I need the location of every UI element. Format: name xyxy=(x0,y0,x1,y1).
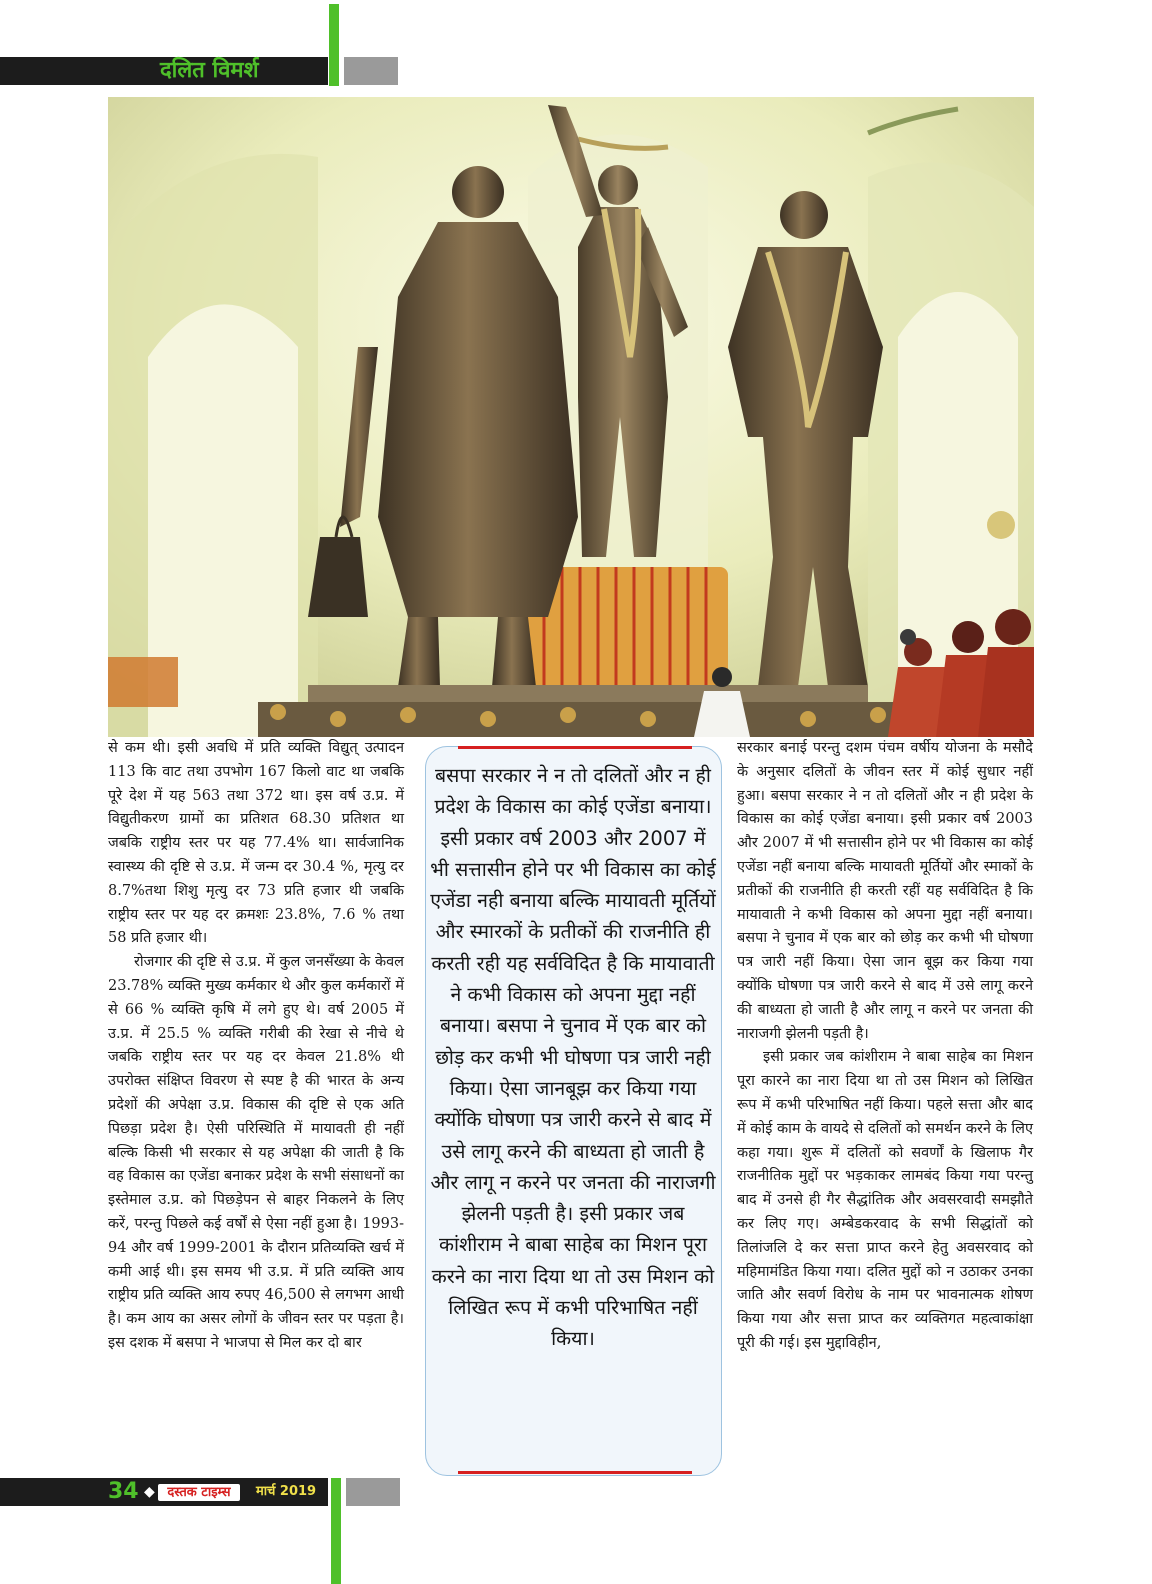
left-column xyxy=(108,737,404,1356)
pull-quote-rule-bottom xyxy=(458,1471,692,1474)
pull-quote-rule-top xyxy=(458,746,692,749)
footer-accent-grey xyxy=(346,1478,400,1506)
statues-photo xyxy=(108,97,1034,737)
header-accent-green xyxy=(329,4,339,86)
issue-date: मार्च 2019 xyxy=(256,1484,317,1499)
right-paragraph-2: इसी प्रकार जब कांशीराम ने बाबा साहेब का मिशन पूरा कारने का नारा दिया था तो उस मिशन को लिखित रूप में कभी परिभाषित नहीं किया। पहले सत्ता और बाद में कोई काम के वायदे से दलितों को समर्थन करने के लिए कहा गया। शुरू में दलितों को सवर्णों के खिलाफ गैर राजनीतिक मुद्दों पर भड़काकर लामबंद किया गया परन्तु बाद में उनसे ही गैर सैद्धांतिक और अवसरवादी समझौते कर लिए गए। अम्बेडकरवाद के सभी सिद्धांतों को तिलांजलि दे कर सत्ता प्राप्त करने हेतु अवसरवाद को महिमामंडित किया गया। दलित मुद्दों को न उठाकर उनका जाति और सवर्ण विरोध के नाम पर भावनात्मक शोषण किया गया और सत्ता प्राप्त कर व्यक्तिगत महत्वाकांक्षा पूरी की गई। इस मुद्दाविहीन, xyxy=(737,1049,1033,1351)
footer-separator: ◆ xyxy=(144,1484,155,1500)
left-paragraph-2: रोजगार की दृष्टि से उ.प्र. में कुल जनसँख्या के केवल 23.78% व्यक्ति मुख्य कर्मकार थे और कुल कर्मकारों में से 66 % व्यक्ति कृषि में लगे हुए थे। वर्ष 2005 में उ.प्र. में 25.5 % व्यक्ति गरीबी की रेखा से नीचे थे जबकि राष्ट्रीय स्तर पर यह दर केवल 21.8% थी उपरोक्त संक्षिप्त विवरण से स्पष्ट है की भारत के अन्य प्रदेशों की अपेक्षा उ.प्र. विकास की दृष्टि से एक अति पिछड़ा प्रदेश है। ऐसी परिस्थिति में मायावती ही नहीं बल्कि किसी भी सरकार से यह अपेक्षा की जाती है कि वह विकास का एजेंडा बनाकर प्रदेश के सभी संसाधनों का इस्तेमाल उ.प्र. को पिछड़ेपन से बाहर निकलने के लिए करें, परन्तु पिछले कई वर्षों से ऐसा नहीं हुआ है। 1993-94 और वर्ष 1999-2001 के दौरान प्रतिव्यक्ति खर्च में कमी आई थी। इस समय भी उ.प्र. में प्रति व्यक्ति आय राष्ट्रीय प्रति व्यक्ति आय रुपए 46,500 से लगभग आधी है। कम आय का असर लोगों के जीवन स्तर पर पड़ता है। इस दशक में बसपा ने भाजपा से मिल कर दो बार xyxy=(108,954,404,1351)
pull-quote-text: बसपा सरकार ने न तो दलितों और न ही प्रदेश के विकास का कोई एजेंडा बनाया। इसी प्रकार वर्ष 2003 और 2007 में भी सत्तासीन होने पर भी विकास का कोई एजेंडा नही बनाया बल्कि मायावती मूर्तियों और स्मारकों के प्रतीकों की राजनीति ही करती रही यह सर्वविदित है कि मायावाती ने कभी विकास को अपना मुद्दा नहीं बनाया। बसपा ने चुनाव में एक बार को छोड़ कर कभी भी घोषणा पत्र जारी नही किया। ऐसा जानबूझ कर किया गया क्योंकि घोषणा पत्र जारी करने से बाद में उसे लागू करने की बाध्यता हो जाती है और लागू न करने पर जनता की नाराजगी झेलनी पड़ती है। इसी प्रकार जब कांशीराम ने बाबा साहेब का मिशन पूरा करने का नारा दिया था तो उस मिशन को लिखित रूप में कभी परिभाषित नहीं किया। xyxy=(430,764,716,1351)
magazine-logo: दस्तक टाइम्स xyxy=(158,1484,240,1501)
header-accent-grey xyxy=(344,57,398,85)
section-label: दलित विमर्श xyxy=(160,58,259,83)
page-number: 34 xyxy=(108,1479,139,1504)
right-column xyxy=(737,737,1033,1356)
footer-accent-green xyxy=(331,1478,341,1584)
right-paragraph-1: सरकार बनाई परन्तु दशम पंचम वर्षीय योजना के मसौदे के अनुसार दलितों के जीवन स्तर में कोई सुधार नहीं हुआ। बसपा सरकार ने न तो दलितों और न ही प्रदेश के विकास का कोई एजेंडा बनाया। इसी प्रकार वर्ष 2003 और 2007 में भी सत्तासीन होने पर भी विकास का कोई एजेंडा नहीं बनाया बल्कि मायावती मूर्तियों और स्माकों के प्रतीकों की राजनीति ही करती रहीं यह सर्वविदित है कि मायावाती ने कभी विकास को अपना मुद्दा नहीं बनाया। बसपा ने चुनाव में एक बार को छोड़ कर कभी भी घोषणा पत्र जारी नहीं किया। ऐसा जान बूझ कर किया गया क्योंकि घोषणा पत्र जारी करने से बाद में उसे लागू करने की बाध्यता हो जाती है और लागू न करने पर जनता की नाराजगी झेलनी पड़ती है। xyxy=(737,740,1033,1042)
left-paragraph-1: से कम थी। इसी अवधि में प्रति व्यक्ति विद्युत् उत्पादन 113 कि वाट तथा उपभोग 167 किलो वाट था जबकि पूरे देश में यह 563 तथा 372 था। इस वर्ष उ.प्र. में विद्युतीकरण ग्रामों का प्रतिशत 68.30 प्रतिशत था जबकि राष्ट्रीय स्तर पर यह 77.4% था। सार्वजानिक स्वास्थ्य की दृष्टि से उ.प्र. में जन्म दर 30.4 %, मृत्यु दर 8.7%तथा शिशु मृत्यु दर 73 प्रति हजार थी जबकि राष्ट्रीय स्तर पर यह दर क्रमशः 23.8%, 7.6 % तथा 58 प्रति हजार थी। xyxy=(108,740,404,947)
